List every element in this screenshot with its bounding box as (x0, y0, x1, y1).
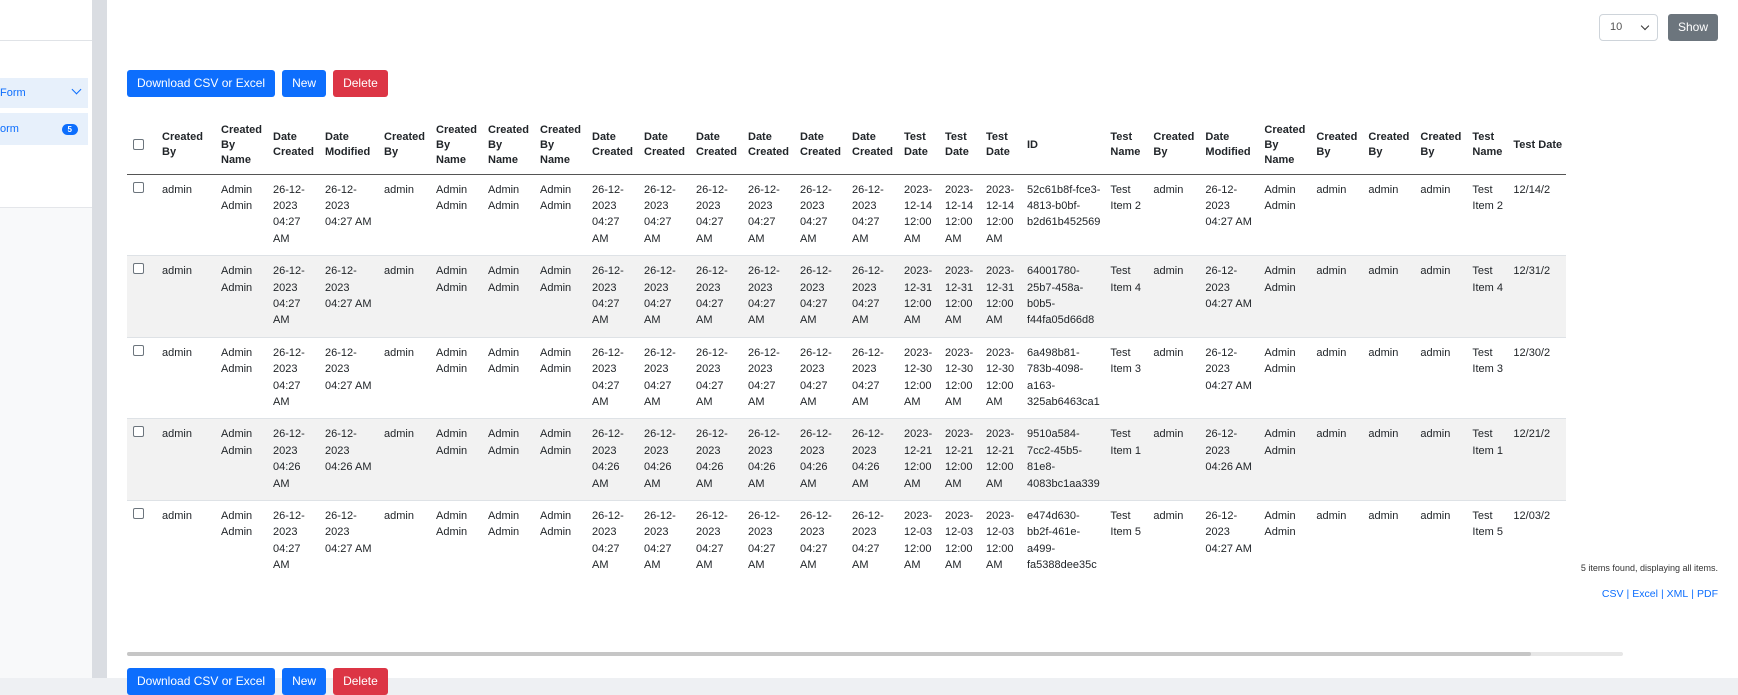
table-cell: 26-12-2023 04:27 AM (318, 337, 377, 419)
sidebar-divider (0, 40, 92, 41)
data-table (127, 117, 1566, 582)
table-cell: 26-12-2023 04:27 AM (318, 174, 377, 256)
table-cell: 2023-12-14 12:00 AM (897, 174, 938, 256)
download-csv-excel-button[interactable]: Download CSV or Excel (127, 70, 275, 97)
table-cell: Test Item 1 (1103, 419, 1146, 501)
table-cell: Admin Admin (214, 419, 266, 501)
table-cell: admin (155, 174, 214, 256)
column-header[interactable]: Date Created (800, 131, 841, 159)
delete-button[interactable]: Delete (333, 668, 388, 695)
table-cell: 2023-12-03 12:00 AM (897, 501, 938, 582)
action-bar-bottom (127, 668, 388, 695)
column-header[interactable]: Test Date (945, 131, 969, 159)
table-cell: admin (377, 501, 429, 582)
table-cell: Admin Admin (481, 174, 533, 256)
table-cell: Admin Admin (429, 174, 481, 256)
table-cell: Admin Admin (481, 256, 533, 338)
table-cell: 2023-12-21 12:00 AM (938, 419, 979, 501)
table-cell: 26-12-2023 04:27 AM (1198, 256, 1257, 338)
table-cell: admin (1413, 419, 1465, 501)
export-link[interactable]: XML (1666, 588, 1689, 600)
table-cell: admin (1146, 174, 1198, 256)
export-separator: | (1626, 588, 1630, 600)
table-cell: admin (1309, 501, 1361, 582)
sidebar-item-form-label: Form (0, 87, 26, 99)
chevron-down-icon (72, 85, 82, 95)
table-cell: 26-12-2023 04:27 AM (266, 256, 318, 338)
table-cell: 2023-12-31 12:00 AM (897, 256, 938, 338)
table-cell: Test Item 2 (1465, 174, 1506, 256)
table-cell: 26-12-2023 04:26 AM (585, 419, 637, 501)
column-header[interactable]: Date Created (273, 131, 314, 159)
table-cell: admin (1146, 501, 1198, 582)
table-cell: Test Item 2 (1103, 174, 1146, 256)
table-cell: 12/21/2 (1506, 419, 1566, 501)
table-cell: admin (1413, 174, 1465, 256)
column-header[interactable]: Created By Name (540, 123, 581, 166)
table-cell: admin (1361, 256, 1413, 338)
table-cell: 26-12-2023 04:26 AM (741, 419, 793, 501)
table-cell: admin (1146, 256, 1198, 338)
table-cell: 26-12-2023 04:27 AM (845, 337, 897, 419)
table-cell: Admin Admin (533, 337, 585, 419)
column-header[interactable]: Test Date (904, 131, 928, 159)
table-cell: Admin Admin (533, 174, 585, 256)
table-cell: 2023-12-30 12:00 AM (897, 337, 938, 419)
table-cell: 26-12-2023 04:26 AM (266, 419, 318, 501)
table-cell: Admin Admin (429, 501, 481, 582)
horizontal-scrollbar[interactable] (127, 652, 1623, 656)
table-cell: admin (1309, 174, 1361, 256)
table-cell: 64001780-25b7-458a-b0b5-f44fa05d66d8 (1020, 256, 1103, 338)
table-cell: 26-12-2023 04:27 AM (741, 337, 793, 419)
table-header-row (127, 117, 1566, 174)
column-header[interactable]: Created By (1153, 131, 1195, 159)
table-cell: 6a498b81-783b-4098-a163-325ab6463ca1 (1020, 337, 1103, 419)
new-button[interactable]: New (282, 668, 326, 695)
column-header[interactable]: Date Modified (1205, 131, 1251, 159)
table-cell: admin (1413, 337, 1465, 419)
row-select-cell (127, 501, 155, 582)
table-cell: Admin Admin (214, 337, 266, 419)
column-header[interactable]: Created By (162, 131, 203, 159)
column-header[interactable]: Date Created (696, 131, 737, 159)
new-button[interactable]: New (282, 70, 326, 97)
table-cell: 26-12-2023 04:27 AM (1198, 501, 1257, 582)
column-header[interactable]: Date Created (592, 131, 633, 159)
table-cell: admin (377, 337, 429, 419)
table-cell: admin (377, 174, 429, 256)
column-header[interactable]: Date Modified (325, 131, 371, 159)
sidebar-item-form[interactable] (0, 78, 88, 108)
table-cell: 26-12-2023 04:27 AM (793, 501, 845, 582)
table-cell: Admin Admin (533, 419, 585, 501)
export-separator: | (1691, 588, 1694, 600)
table-cell: 26-12-2023 04:27 AM (585, 174, 637, 256)
table-cell: 12/30/2 (1506, 337, 1566, 419)
table-cell: 26-12-2023 04:27 AM (637, 174, 689, 256)
table-cell: 26-12-2023 04:27 AM (585, 337, 637, 419)
table-row[interactable] (127, 419, 1566, 501)
table-cell: admin (1361, 174, 1413, 256)
export-link[interactable]: PDF (1697, 588, 1718, 600)
export-link[interactable]: Excel (1632, 588, 1658, 600)
table-cell: Admin Admin (1257, 174, 1309, 256)
table-cell: 26-12-2023 04:27 AM (1198, 174, 1257, 256)
table-cell: admin (1309, 256, 1361, 338)
select-all-header (127, 117, 155, 174)
table-cell: 26-12-2023 04:27 AM (266, 174, 318, 256)
column-header[interactable]: Date Created (748, 131, 789, 159)
sidebar-item-form-list-label: orm (0, 123, 19, 135)
table-cell: 26-12-2023 04:27 AM (793, 174, 845, 256)
column-header[interactable]: Test Name (1472, 131, 1503, 159)
items-count-text: 5 items found, displaying all items. (1580, 563, 1718, 573)
table-cell: 26-12-2023 04:26 AM (637, 419, 689, 501)
table-cell: Test Item 3 (1103, 337, 1146, 419)
table-cell: 12/03/2 (1506, 501, 1566, 582)
export-link[interactable]: CSV (1601, 588, 1624, 600)
table-cell: 2023-12-30 12:00 AM (979, 337, 1020, 419)
table-cell: 26-12-2023 04:27 AM (637, 256, 689, 338)
table-cell: Admin Admin (214, 256, 266, 338)
select-all-checkbox[interactable] (133, 139, 144, 150)
show-button[interactable]: Show (1668, 14, 1718, 41)
column-header[interactable]: Test Date (1513, 138, 1563, 151)
row-select-cell (127, 174, 155, 256)
column-header[interactable]: Test Name (1110, 131, 1141, 159)
table-cell: Admin Admin (533, 256, 585, 338)
column-header[interactable]: ID (1027, 138, 1038, 151)
table-cell: admin (155, 501, 214, 582)
table-cell: 26-12-2023 04:27 AM (318, 256, 377, 338)
table-cell: admin (1361, 501, 1413, 582)
table-cell: 2023-12-03 12:00 AM (938, 501, 979, 582)
table-cell: Admin Admin (429, 419, 481, 501)
table-cell: admin (377, 256, 429, 338)
table-cell: 2023-12-21 12:00 AM (979, 419, 1020, 501)
table-cell: 26-12-2023 04:27 AM (1198, 337, 1257, 419)
table-cell: 26-12-2023 04:27 AM (266, 337, 318, 419)
table-cell: Admin Admin (481, 501, 533, 582)
download-csv-excel-button[interactable]: Download CSV or Excel (127, 668, 275, 695)
column-header[interactable]: Test Date (986, 131, 1010, 159)
table-row[interactable] (127, 501, 1566, 582)
column-header[interactable]: Created By (1368, 131, 1410, 159)
table-cell: 26-12-2023 04:27 AM (637, 337, 689, 419)
table-cell: Admin Admin (429, 256, 481, 338)
main-content (107, 0, 1738, 688)
chevron-down-icon (1641, 22, 1649, 30)
table-cell: 2023-12-31 12:00 AM (979, 256, 1020, 338)
delete-button[interactable]: Delete (333, 70, 388, 97)
table-cell: 26-12-2023 04:26 AM (318, 419, 377, 501)
count-badge: 5 (62, 124, 78, 135)
table-cell: Test Item 4 (1103, 256, 1146, 338)
table-cell: 26-12-2023 04:27 AM (689, 174, 741, 256)
row-checkbox[interactable] (133, 182, 144, 193)
table-cell: 52c61b8f-fce3-4813-b0bf-b2d61b452569 (1020, 174, 1103, 256)
table-cell: 26-12-2023 04:27 AM (689, 256, 741, 338)
table-cell: 26-12-2023 04:27 AM (845, 174, 897, 256)
table-cell: Admin Admin (1257, 337, 1309, 419)
table-cell: Admin Admin (214, 174, 266, 256)
table-cell: 26-12-2023 04:27 AM (318, 501, 377, 582)
table-cell: 26-12-2023 04:27 AM (585, 256, 637, 338)
column-header[interactable]: Created By Name (488, 123, 529, 166)
content-gutter (92, 0, 107, 678)
table-cell: 26-12-2023 04:26 AM (689, 419, 741, 501)
column-header[interactable]: Created By (1316, 131, 1358, 159)
export-links (1602, 588, 1718, 600)
table-cell: 26-12-2023 04:27 AM (793, 256, 845, 338)
table-cell: 26-12-2023 04:27 AM (689, 337, 741, 419)
table-cell: Admin Admin (214, 501, 266, 582)
table-cell: admin (155, 256, 214, 338)
table-cell: Test Item 1 (1465, 419, 1506, 501)
scrollbar-thumb[interactable] (127, 652, 1531, 656)
row-select-cell (127, 256, 155, 338)
table-cell: 26-12-2023 04:27 AM (585, 501, 637, 582)
table-cell: admin (1413, 256, 1465, 338)
column-header[interactable]: Created By Name (1264, 123, 1306, 166)
sidebar-panel (0, 0, 92, 208)
table-row[interactable] (127, 174, 1566, 256)
table-cell: 2023-12-30 12:00 AM (938, 337, 979, 419)
table-cell: 26-12-2023 04:26 AM (793, 419, 845, 501)
table-cell: 2023-12-31 12:00 AM (938, 256, 979, 338)
table-cell: Admin Admin (429, 337, 481, 419)
table-cell: admin (1146, 419, 1198, 501)
export-separator: | (1660, 588, 1664, 600)
table-cell: 26-12-2023 04:26 AM (845, 419, 897, 501)
table-row[interactable] (127, 337, 1566, 419)
table-cell: admin (1413, 501, 1465, 582)
table-cell: 12/14/2 (1506, 174, 1566, 256)
table-cell: Test Item 3 (1465, 337, 1506, 419)
table-cell: 2023-12-21 12:00 AM (897, 419, 938, 501)
page-size-bar (1599, 14, 1718, 41)
table-cell: 2023-12-14 12:00 AM (938, 174, 979, 256)
row-checkbox[interactable] (133, 345, 144, 356)
table-cell: Test Item 5 (1465, 501, 1506, 582)
table-cell: 26-12-2023 04:27 AM (637, 501, 689, 582)
column-header[interactable]: Created By (384, 131, 425, 159)
table-cell: 26-12-2023 04:27 AM (741, 501, 793, 582)
row-select-cell (127, 419, 155, 501)
table-cell: admin (155, 337, 214, 419)
table-cell: 26-12-2023 04:27 AM (845, 501, 897, 582)
table-cell: 26-12-2023 04:27 AM (741, 174, 793, 256)
table-cell: e474d630-bb2f-461e-a499-fa5388dee35c (1020, 501, 1103, 582)
table-cell: 26-12-2023 04:27 AM (689, 501, 741, 582)
table-cell: 26-12-2023 04:27 AM (793, 337, 845, 419)
column-header[interactable]: Created By (1420, 131, 1462, 159)
column-header[interactable]: Date Created (644, 131, 685, 159)
table-cell: Test Item 4 (1465, 256, 1506, 338)
row-checkbox[interactable] (133, 426, 144, 437)
action-bar (127, 70, 388, 97)
table-row[interactable] (127, 256, 1566, 338)
row-checkbox[interactable] (133, 263, 144, 274)
table-cell: Admin Admin (481, 419, 533, 501)
table-cell: 9510a584-7cc2-45b5-81e8-4083bc1aa339 (1020, 419, 1103, 501)
table-cell: admin (1309, 337, 1361, 419)
table-cell: admin (1361, 419, 1413, 501)
table-cell: Admin Admin (1257, 501, 1309, 582)
table-cell: Admin Admin (481, 337, 533, 419)
table-cell: 26-12-2023 04:27 AM (845, 256, 897, 338)
table-cell: admin (155, 419, 214, 501)
table-cell: 26-12-2023 04:26 AM (1198, 419, 1257, 501)
page-size-select[interactable] (1599, 14, 1658, 41)
table-cell: admin (377, 419, 429, 501)
sidebar (0, 0, 92, 678)
table-cell: 26-12-2023 04:27 AM (741, 256, 793, 338)
sidebar-item-form-list[interactable] (0, 113, 88, 145)
row-select-cell (127, 337, 155, 419)
table-cell: Admin Admin (533, 501, 585, 582)
table-cell: admin (1146, 337, 1198, 419)
table-cell: Admin Admin (1257, 419, 1309, 501)
column-header[interactable]: Created By Name (436, 123, 477, 166)
column-header[interactable]: Created By Name (221, 123, 262, 166)
table-cell: 2023-12-03 12:00 AM (979, 501, 1020, 582)
row-checkbox[interactable] (133, 508, 144, 519)
column-header[interactable]: Date Created (852, 131, 893, 159)
table-cell: admin (1361, 337, 1413, 419)
table-cell: Admin Admin (1257, 256, 1309, 338)
page-size-value: 10 (1609, 21, 1623, 33)
table-cell: admin (1309, 419, 1361, 501)
table-cell: 2023-12-14 12:00 AM (979, 174, 1020, 256)
table-cell: 26-12-2023 04:27 AM (266, 501, 318, 582)
table-cell: 12/31/2 (1506, 256, 1566, 338)
table-cell: Test Item 5 (1103, 501, 1146, 582)
